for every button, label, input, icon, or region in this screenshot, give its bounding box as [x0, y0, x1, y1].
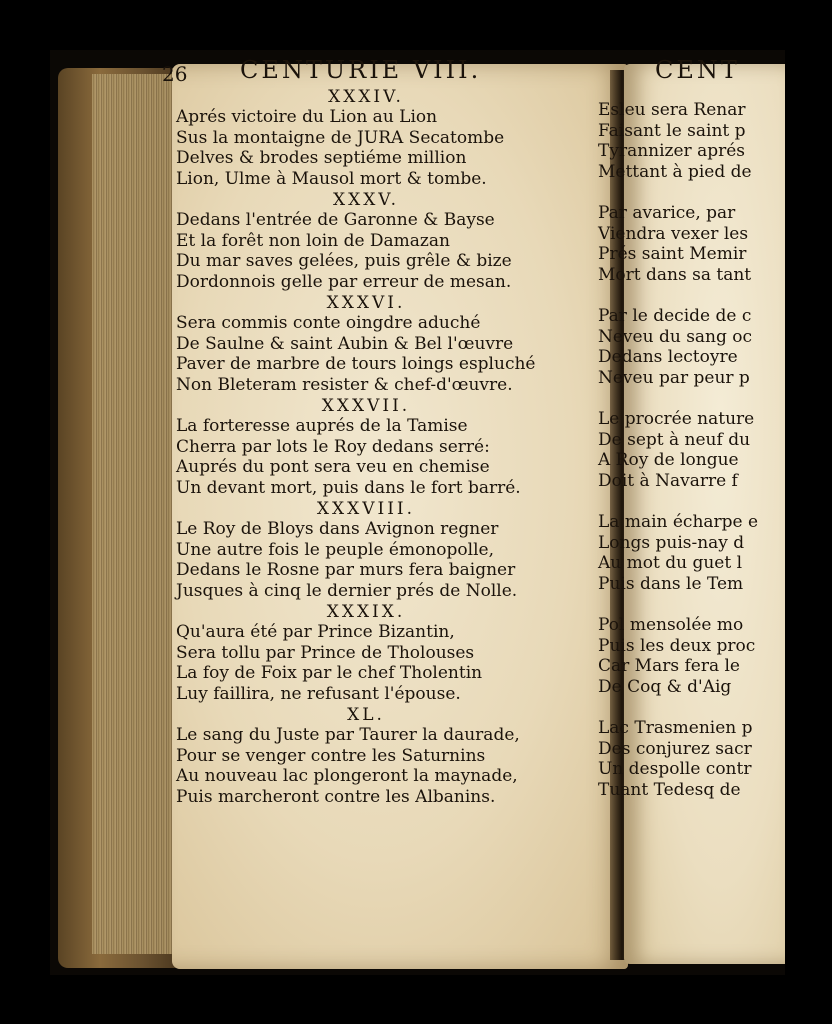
verse-line: Longs puis-nay d — [598, 532, 745, 553]
verse-line: Dedans l'entrée de Garonne & Bayse — [176, 210, 495, 230]
verse-line: Dordonnois gelle par erreur de mesan. — [176, 271, 512, 292]
verse-line: Tyrannizer aprés — [598, 141, 746, 161]
verse-line: La foy de Foix par le chef Tholentin — [176, 663, 483, 683]
verse-line: Aprés victoire du Lion au Lion — [176, 107, 438, 127]
stanza-gap — [598, 388, 735, 409]
verse-line: Sera commis conte oingdre aduché — [176, 313, 481, 333]
verse-column — [176, 86, 556, 807]
verse-line: Au mot du guet l — [598, 553, 743, 573]
verse-line: Une autre fois le peuple émonopolle, — [176, 539, 494, 560]
verse-line: De sept à neuf du — [598, 429, 751, 450]
verse-line: Paver de marbre de tours loings espluché — [176, 354, 536, 374]
quatrain-number: XXXIV. — [328, 87, 404, 107]
page-block-edges — [92, 74, 178, 954]
quatrain — [176, 705, 556, 807]
quatrain-number: XXXIX. — [326, 602, 406, 622]
verse-line: Cherra par lots le Roy dedans serré: — [176, 436, 490, 457]
verse-line: Des conjurez sacr — [598, 738, 752, 759]
verse-line: Qu'aura été par Prince Bizantin, — [176, 622, 455, 642]
verse-line: Lac Trasmenien p — [598, 718, 753, 738]
quatrain-number: XXXVI. — [326, 293, 406, 313]
verse-line: Un despolle contr — [598, 759, 752, 779]
verse-line: De Coq & d'Aig — [598, 676, 732, 697]
verse-line: Non Bleteram resister & chef-d'œuvre. — [176, 374, 513, 395]
verse-line: Mort dans sa tant — [598, 264, 752, 285]
verse-line: Sus la montaigne de JURA Secatombe — [176, 127, 505, 148]
stanza-gap — [598, 697, 735, 718]
quatrain — [176, 190, 556, 292]
verse-line: Neveu du sang oc — [598, 326, 753, 347]
verse-line: La main écharpe e — [598, 512, 759, 532]
verse-line: Lion, Ulme à Mausol mort & tombe. — [176, 168, 487, 189]
verse-line: Auprés du pont sera veu en chemise — [176, 457, 490, 477]
verse-line: Du mar saves gelées, puis grêle & bize — [176, 251, 512, 271]
verse-line: A Roy de longue — [598, 450, 739, 470]
quatrain-number: XXXV. — [332, 190, 400, 210]
verse-line: Doit à Navarre f — [598, 470, 738, 491]
running-head: CENTURIE VIII. — [240, 56, 482, 84]
quatrain-number: XXXVII. — [321, 396, 411, 416]
verse-line: Un devant mort, puis dans le fort barré. — [176, 477, 521, 498]
verse-line: La forteresse auprés de la Tamise — [176, 416, 468, 436]
verse-line: Tuant Tedesq de — [598, 779, 741, 800]
verse-line: Par avarice, par — [598, 203, 736, 223]
quatrain — [176, 293, 556, 395]
verse-line: Dedans lectoyre — [598, 347, 738, 367]
verse-line: Neveu par peur p — [598, 367, 750, 388]
verse-line: Le procrée nature — [598, 409, 755, 429]
verse-line: Mettant à pied de — [598, 161, 752, 182]
right-verse-column — [598, 100, 759, 800]
verse-line: Par le decide de c — [598, 306, 752, 326]
right-running-head: CENT — [655, 56, 740, 84]
verse-line: Le sang du Juste par Taurer la daurade, — [176, 725, 520, 745]
quatrain-number: XXXVIII. — [316, 499, 416, 519]
quatrain — [176, 499, 556, 601]
stanza-gap — [598, 182, 735, 203]
verse-line: Pour se venger contre les Saturnins — [176, 745, 486, 766]
stanza-gap — [598, 594, 735, 615]
verse-line: Le Roy de Bloys dans Avignon regner — [176, 519, 499, 539]
verse-line: Puis dans le Tem — [598, 573, 744, 594]
verse-line: Puis marcheront contre les Albanins. — [176, 786, 496, 807]
verse-line: Sera tollu par Prince de Tholouses — [176, 642, 475, 663]
verse-line: Faisant le saint p — [598, 120, 746, 141]
verse-line: Au nouveau lac plongeront la maynade, — [176, 766, 518, 786]
verse-line: Car Mars fera le — [598, 656, 740, 676]
quatrain-number: XL. — [347, 705, 385, 725]
verse-line: Delves & brodes septiéme million — [176, 148, 467, 168]
stanza-gap — [598, 491, 735, 512]
verse-line: Et la forêt non loin de Damazan — [176, 230, 450, 251]
verse-line: Esleu sera Renar — [598, 100, 746, 120]
quatrain — [176, 396, 556, 498]
verse-line: Prés saint Memir — [598, 244, 747, 264]
verse-line: Viendra vexer les — [598, 223, 749, 244]
verse-line: De Saulne & saint Aubin & Bel l'œuvre — [176, 333, 514, 354]
verse-line: Jusques à cinq le dernier prés de Nolle. — [176, 580, 518, 601]
quatrain — [176, 87, 556, 189]
quatrain — [176, 602, 556, 704]
verse-line: Luy faillira, ne refusant l'épouse. — [176, 683, 461, 704]
verse-line: Pol mensolée mo — [598, 615, 744, 635]
page-number: 26 — [162, 62, 188, 86]
verse-line: Dedans le Rosne par murs fera baigner — [176, 560, 516, 580]
verse-line: Puis les deux proc — [598, 635, 756, 656]
stanza-gap — [598, 285, 735, 306]
